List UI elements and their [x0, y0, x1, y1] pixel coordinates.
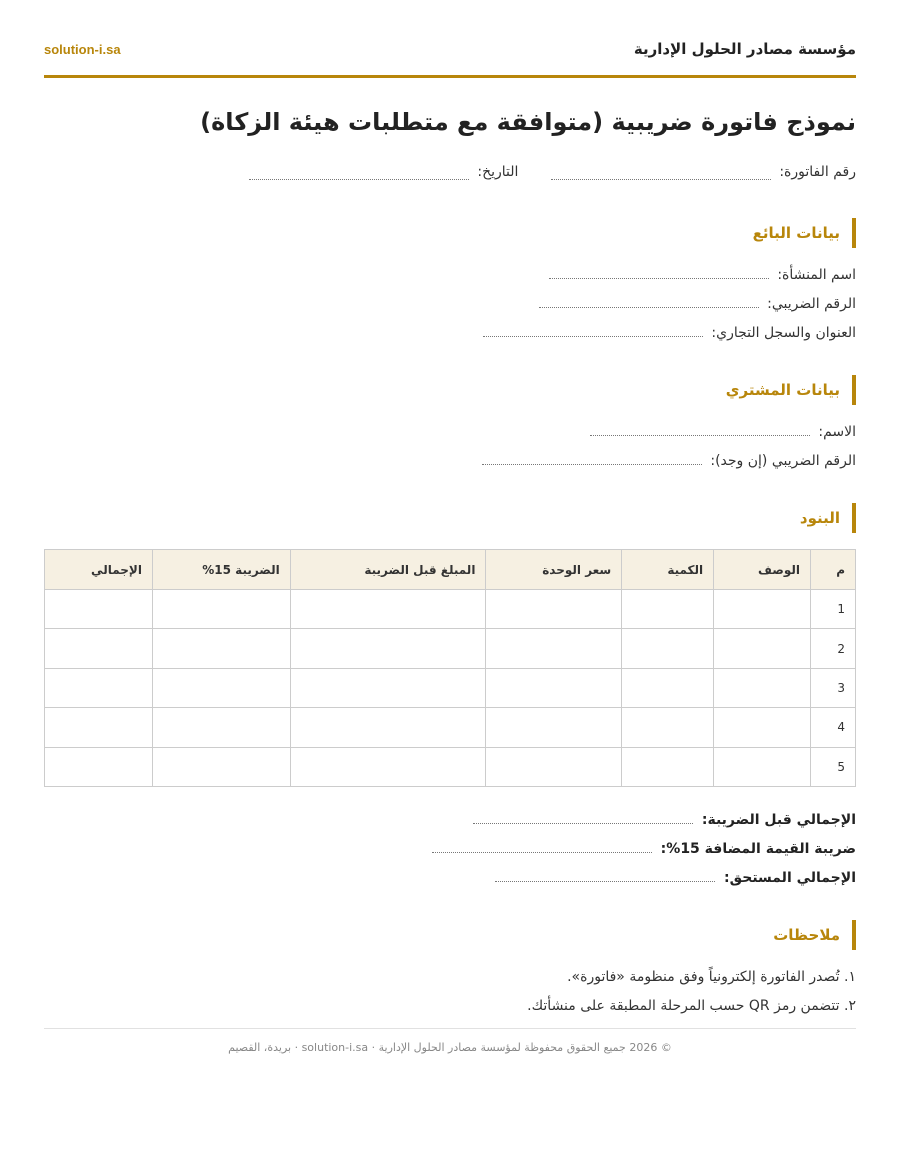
invoice-number-line: [551, 168, 771, 180]
row-number: 2: [811, 629, 856, 668]
table-cell: [486, 590, 622, 629]
table-cell: [714, 708, 811, 747]
seller-field: [44, 266, 856, 285]
row-number: 3: [811, 668, 856, 707]
seller-section-heading: بيانات البائع: [44, 218, 856, 248]
totals-block: [44, 811, 856, 888]
table-cell: [290, 668, 486, 707]
notes-section-heading: ملاحظات: [44, 920, 856, 950]
field-label: اسم المنشأة:: [777, 267, 856, 283]
table-cell: [622, 590, 714, 629]
column-header: الكمية: [622, 550, 714, 590]
subtotal-field: [44, 811, 856, 830]
field-line: [590, 424, 810, 436]
column-header: م: [811, 550, 856, 590]
table-header-row: [45, 550, 856, 590]
field-line: [473, 812, 693, 824]
table-cell: [290, 629, 486, 668]
page-footer: [44, 1028, 856, 1054]
vat-field: [44, 840, 856, 859]
table-cell: [714, 629, 811, 668]
table-cell: [45, 590, 153, 629]
table-cell: [622, 629, 714, 668]
table-cell: [486, 629, 622, 668]
seller-fields: [44, 266, 856, 343]
invoice-meta: [44, 164, 856, 186]
table-row: [45, 629, 856, 668]
notes-list: [44, 968, 856, 1016]
column-header: الضريبة 15%: [152, 550, 290, 590]
table-cell: [290, 590, 486, 629]
table-cell: [45, 629, 153, 668]
table-cell: [714, 668, 811, 707]
table-cell: [486, 747, 622, 786]
date-line: [249, 168, 469, 180]
column-header: الإجمالي: [45, 550, 153, 590]
buyer-field: [44, 423, 856, 442]
invoice-number-label: رقم الفاتورة:: [779, 164, 856, 180]
field-line: [549, 267, 769, 279]
column-header: سعر الوحدة: [486, 550, 622, 590]
total-due-field: [44, 869, 856, 888]
field-label: الإجمالي المستحق:: [724, 869, 856, 886]
table-cell: [486, 708, 622, 747]
company-website: solution-i.sa: [44, 42, 121, 57]
table-cell: [622, 747, 714, 786]
company-name: مؤسسة مصادر الحلول الإدارية: [633, 40, 856, 58]
table-row: [45, 747, 856, 786]
table-cell: [152, 668, 290, 707]
field-label: العنوان والسجل التجاري:: [711, 325, 856, 341]
column-header: الوصف: [714, 550, 811, 590]
table-cell: [622, 708, 714, 747]
table-row: [45, 590, 856, 629]
date-label: التاريخ:: [477, 164, 519, 180]
row-number: 1: [811, 590, 856, 629]
buyer-field: [44, 452, 856, 471]
field-label: الرقم الضريبي:: [767, 296, 856, 312]
items-table: [44, 549, 856, 787]
buyer-fields: [44, 423, 856, 471]
table-cell: [152, 747, 290, 786]
field-line: [539, 296, 759, 308]
column-header: المبلغ قبل الضريبة: [290, 550, 486, 590]
buyer-section-heading: بيانات المشتري: [44, 375, 856, 405]
row-number: 5: [811, 747, 856, 786]
field-label: الرقم الضريبي (إن وجد):: [710, 453, 856, 469]
table-cell: [714, 590, 811, 629]
field-line: [432, 841, 652, 853]
table-row: [45, 708, 856, 747]
seller-field: [44, 324, 856, 343]
field-line: [482, 453, 702, 465]
table-cell: [290, 747, 486, 786]
table-cell: [45, 668, 153, 707]
document-title: نموذج فاتورة ضريبية (متوافقة مع متطلبات هيئة الزكاة): [200, 108, 856, 136]
table-cell: [45, 747, 153, 786]
field-label: ضريبة القيمة المضافة 15%:: [660, 840, 856, 857]
field-line: [495, 870, 715, 882]
table-cell: [714, 747, 811, 786]
table-cell: [290, 708, 486, 747]
field-label: الإجمالي قبل الضريبة:: [701, 811, 856, 828]
seller-field: [44, 295, 856, 314]
table-cell: [622, 668, 714, 707]
field-label: الاسم:: [818, 424, 856, 440]
table-cell: [486, 668, 622, 707]
note-item: ١. تُصدر الفاتورة إلكترونياً وفق منظومة «فاتورة».: [567, 968, 856, 985]
copyright-text: © 2026 جميع الحقوق محفوظة لمؤسسة مصادر الحلول الإدارية · solution-i.sa · بريدة، القصيم: [228, 1041, 672, 1054]
table-cell: [152, 629, 290, 668]
table-cell: [45, 708, 153, 747]
table-cell: [152, 590, 290, 629]
items-section-heading: البنود: [44, 503, 856, 533]
table-row: [45, 668, 856, 707]
table-cell: [152, 708, 290, 747]
row-number: 4: [811, 708, 856, 747]
note-item: ٢. تتضمن رمز QR حسب المرحلة المطبقة على منشأتك.: [527, 997, 856, 1014]
page-header: [44, 0, 856, 78]
field-line: [483, 325, 703, 337]
